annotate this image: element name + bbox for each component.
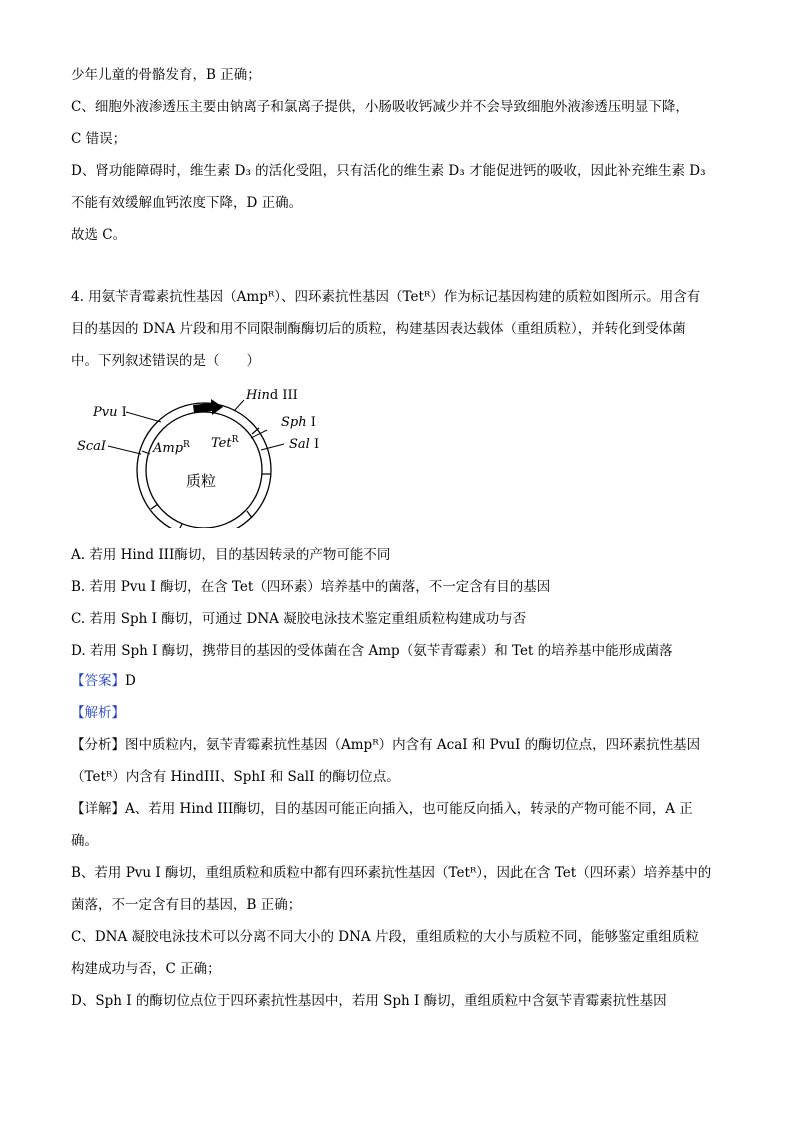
text-line: C 错误； bbox=[71, 131, 127, 147]
detail-line: 菌落，不一定含有目的基因，B 正确； bbox=[71, 897, 302, 913]
plasmid-outer-ring bbox=[137, 403, 271, 528]
analysis-line: 【分析】图中质粒内，氨苄青霉素抗性基因（Ampᴿ）内含有 AcaI 和 PvuI 的酶切位点，四环素抗性基因 bbox=[71, 737, 701, 753]
plasmid-svg bbox=[71, 378, 331, 528]
plasmid-center-label: 质粒 bbox=[186, 472, 217, 490]
tet-label: Tet$^R$ bbox=[211, 435, 239, 451]
text-line: 故选 C。 bbox=[71, 227, 127, 243]
analysis-tag: 【分析】 bbox=[71, 737, 125, 753]
answer-line bbox=[71, 672, 136, 690]
analysis-heading: 【解析】 bbox=[71, 705, 125, 721]
hind-pointer bbox=[234, 400, 244, 411]
pvu-pointer bbox=[126, 412, 161, 422]
detail-line: 构建成功与否，C 正确； bbox=[71, 961, 221, 977]
text-line: C、细胞外液渗透压主要由钠离子和氯离子提供，小肠吸收钙减少并不会导致细胞外液渗透压明显下降， bbox=[71, 99, 689, 115]
sal-pointer bbox=[261, 444, 284, 450]
question-stem: 目的基因的 DNA 片段和用不同限制酶酶切后的质粒，构建基因表达载体（重组质粒），并转化到受体菌 bbox=[71, 321, 686, 337]
sal-label: Sal I bbox=[289, 437, 320, 452]
text-line: 不能有效缓解血钙浓度下降，D 正确。 bbox=[71, 195, 303, 211]
detail-line: C、DNA 凝胶电泳技术可以分离不同大小的 DNA 片段，重组质粒的大小与质粒不同，能够鉴定重组质粒 bbox=[71, 929, 699, 945]
sca-pointer bbox=[108, 446, 141, 454]
detail-line: 【详解】A、若用 Hind III酶切，目的基因可能正向插入，也可能反向插入，转录的产物可能不同，A 正 bbox=[71, 801, 693, 817]
text-line: D、肾功能障碍时，维生素 D₃ 的活化受阻，只有活化的维生素 D₃ 才能促进钙的吸收，因此补充维生素 D₃ bbox=[71, 163, 706, 179]
plasmid-diagram bbox=[71, 378, 331, 528]
answer-value: D bbox=[125, 673, 136, 689]
hind-label: Hind III bbox=[246, 388, 298, 403]
detail-line: B、若用 Pvu I 酶切，重组质粒和质粒中都有四环素抗性基因（Tetᴿ），因此在含 Tet（四环素）培养基中的 bbox=[71, 865, 712, 881]
detail-line: 确。 bbox=[71, 833, 98, 849]
option-d: D. 若用 Sph I 酶切，携带目的基因的受体菌在含 Amp（氨苄青霉素）和 Tet 的培养基中能形成菌落 bbox=[71, 643, 673, 659]
question-stem: 4. 用氨苄青霉素抗性基因（Ampᴿ）、四环素抗性基因（Tetᴿ）作为标记基因构建的质粒如图所示。用含有 bbox=[71, 289, 701, 305]
sca-label: ScaI bbox=[77, 439, 107, 454]
answer-label: 【答案】 bbox=[71, 673, 125, 689]
plasmid-inner-ring bbox=[146, 412, 262, 528]
option-a: A. 若用 Hind III酶切，目的基因转录的产物可能不同 bbox=[71, 547, 391, 563]
sph-label: Sph I bbox=[281, 415, 316, 430]
option-c: C. 若用 Sph I 酶切，可通过 DNA 凝胶电泳技术鉴定重组质粒构建成功与否 bbox=[71, 611, 527, 627]
pvu-label: Pvu I bbox=[93, 405, 127, 420]
detail-line: D、Sph I 的酶切位点位于四环素抗性基因中，若用 Sph I 酶切，重组质粒中含氨苄青霉素抗性基因 bbox=[71, 993, 667, 1009]
detail-tag: 【详解】 bbox=[71, 801, 125, 817]
analysis-line: （Tetᴿ）内含有 HindIII、SphI 和 SalI 的酶切位点。 bbox=[71, 769, 400, 785]
option-b: B. 若用 Pvu I 酶切，在含 Tet（四环素）培养基中的菌落，不一定含有目的基因 bbox=[71, 579, 551, 595]
question-stem: 中。下列叙述错误的是（ ） bbox=[71, 353, 260, 369]
amp-label: Amp$^R$ bbox=[153, 440, 190, 456]
text-line: 少年儿童的骨骼发育，B 正确； bbox=[71, 67, 261, 83]
